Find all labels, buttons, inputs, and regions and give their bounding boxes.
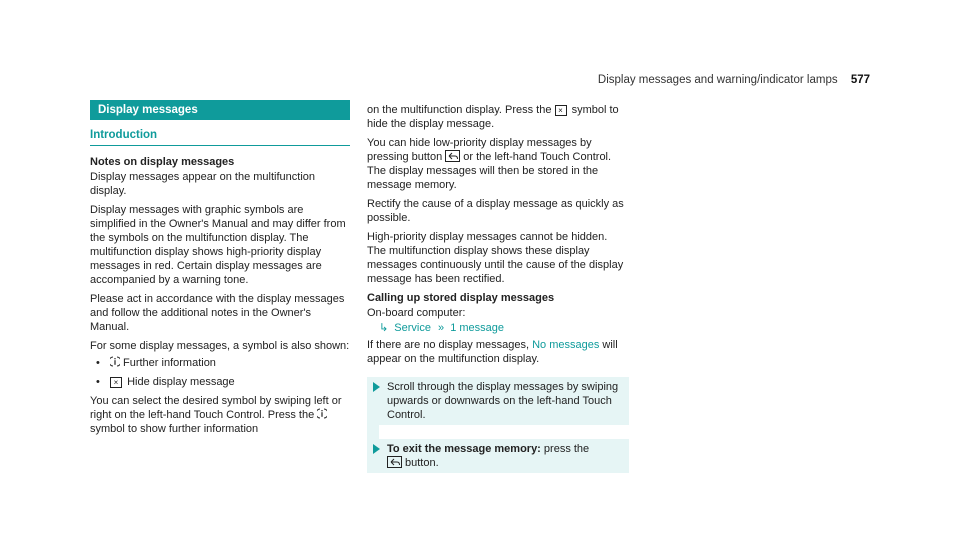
paragraph: Please act in accordance with the display messages and follow the additional notes in the Owner's Manual. (90, 293, 345, 333)
list-item (90, 356, 350, 370)
paragraph: Display messages with graphic symbols are simplified in the Owner's Manual and may differ from the symbols on the multifunction display. The multifunction display shows high-priority display messages in red. Certain display messages are accompanied by a warning tone. (90, 204, 346, 286)
list-item (90, 375, 350, 389)
step-arrow-icon (373, 444, 380, 454)
paragraph: For some display messages, a symbol is also shown: (90, 340, 350, 352)
step-bold-text: To exit the message memory: (387, 443, 541, 455)
close-icon: × (555, 105, 567, 116)
section-bar: Display messages (90, 100, 350, 120)
header-title: Display messages and warning/indicator lamps (597, 74, 838, 86)
info-icon (110, 356, 120, 367)
paragraph: Rectify the cause of a display message as quickly as possible. (367, 198, 624, 224)
list-item-text: Further information (123, 357, 216, 369)
paragraph: on the multifunction display. Press the × symbol to hide the display message. (367, 104, 619, 130)
subsection-title: Introduction (90, 128, 350, 146)
paragraph: High-priority display messages cannot be hidden. The multifunction display shows these display messages continuously until the cause of the display message has been rectified. (367, 231, 624, 285)
paragraph: On-board computer: (367, 307, 466, 319)
close-icon: × (110, 377, 122, 388)
back-button-icon (445, 150, 460, 162)
no-messages-label: No messages (532, 339, 600, 351)
notes-heading: Notes on display messages (90, 156, 235, 168)
symbol-list (90, 356, 350, 389)
menu-path-message: 1 message (450, 322, 505, 334)
step-exit: To exit the message memory: press the button. (367, 439, 629, 473)
step-arrow-icon (373, 382, 380, 392)
paragraph: Display messages appear on the multifunction display. (90, 171, 316, 197)
paragraph: You can select the desired symbol by swiping left or right on the left-hand Touch Control. Press the symbol to show further information (90, 395, 342, 435)
left-column (90, 100, 350, 437)
menu-path (367, 321, 629, 335)
back-button-icon (387, 456, 402, 468)
info-icon (317, 408, 327, 419)
right-column (367, 103, 629, 473)
page-number: 577 (850, 74, 870, 86)
list-item-text: Hide display message (127, 376, 235, 388)
step-scroll (367, 377, 629, 425)
paragraph: If there are no display messages, No messages will appear on the multifunction display. (367, 339, 618, 365)
double-chevron-icon: » (438, 322, 445, 334)
menu-path-service: Service (394, 322, 431, 334)
step-text: Scroll through the display messages by swiping upwards or downwards on the left-hand Touch Control. (387, 381, 619, 421)
paragraph: You can hide low-priority display messages by pressing button or the left-hand Touch Control. The display messages will then be stored in the message memory. (367, 137, 612, 191)
return-arrow-icon: ↳ (379, 322, 389, 334)
running-header (598, 74, 870, 86)
calling-heading: Calling up stored display messages (367, 292, 555, 304)
